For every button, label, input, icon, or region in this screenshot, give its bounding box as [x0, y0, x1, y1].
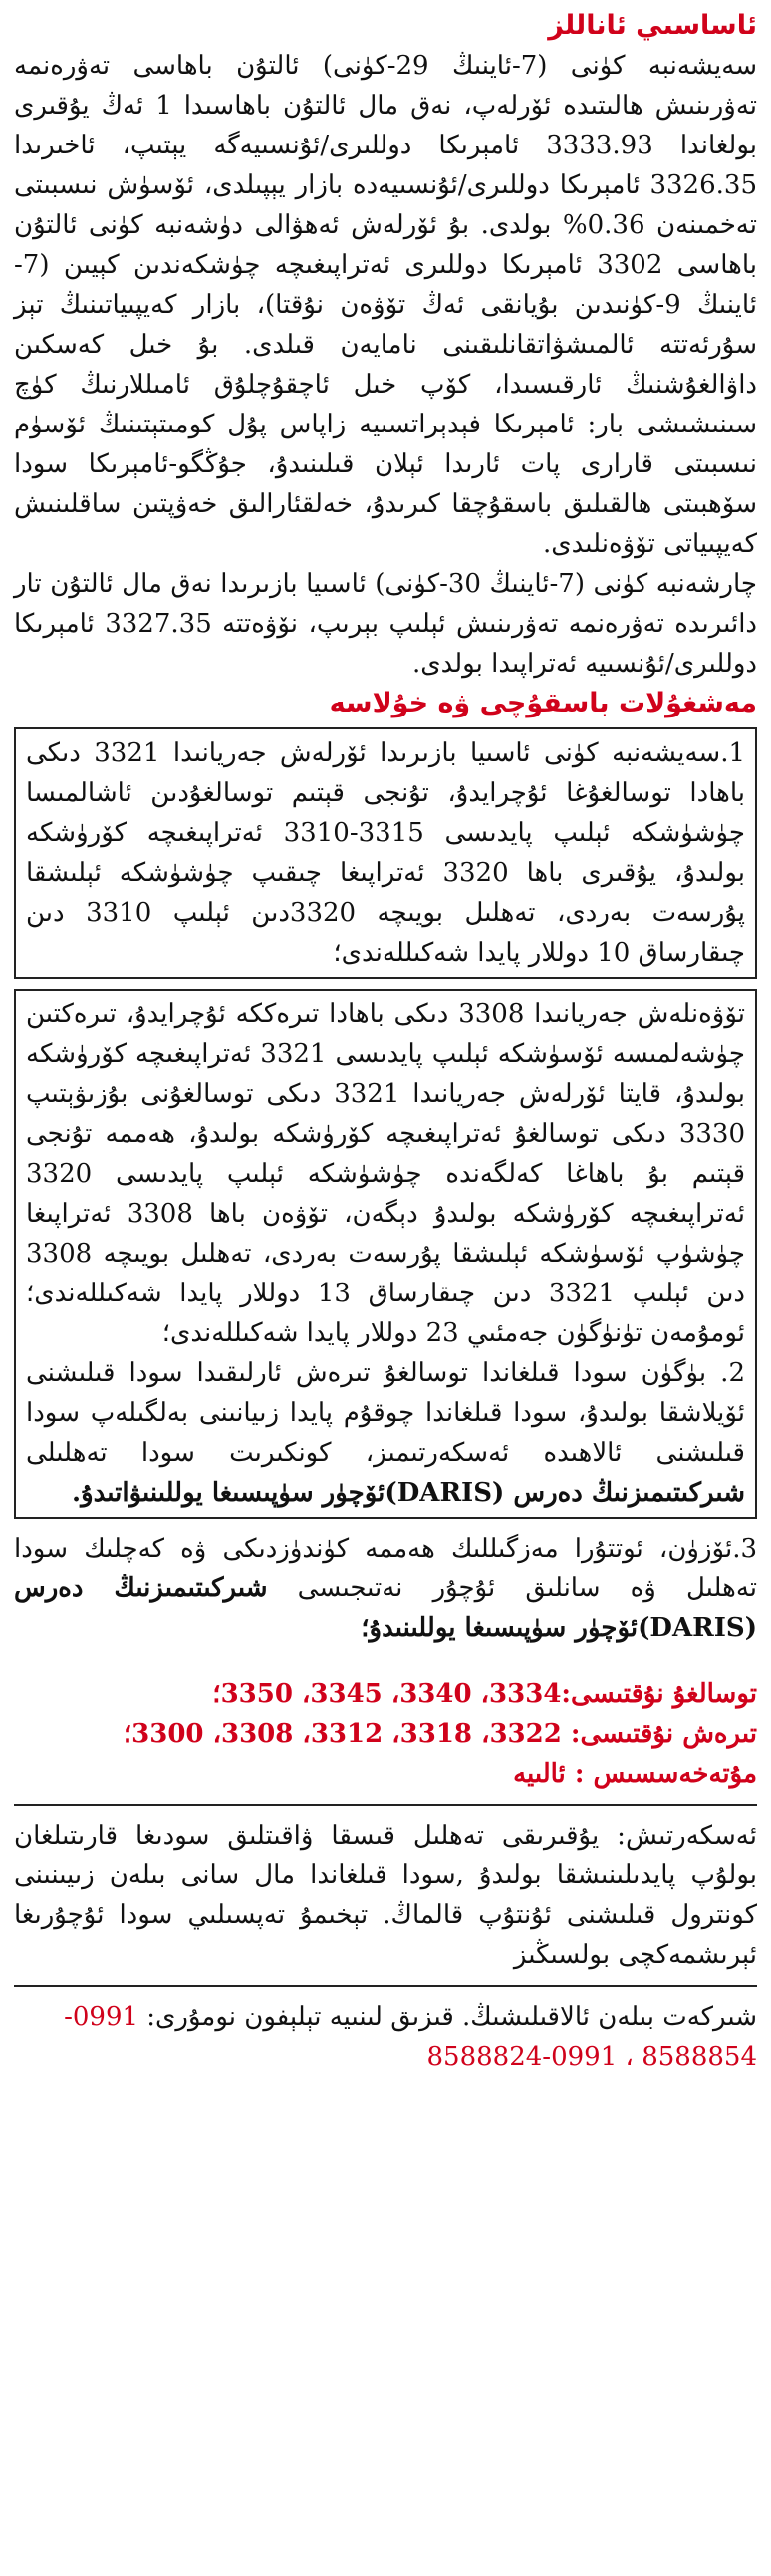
operation-box-1: [14, 727, 757, 979]
phone-number-2[interactable]: 0991-8588824: [426, 2042, 618, 2072]
phone-separator: ،: [625, 2042, 634, 2072]
resistance-levels: توسالغۇ نۇقتىسى:3334، 3340، 3345، 3350؛: [212, 1679, 757, 1709]
point-2-bold: شىركىتىمىزنىڭ دەرس (DARIS)ئۆچۈر سۈپىسىغا يوللىنىۋاتىدۇ.: [72, 1478, 745, 1508]
divider-top: [14, 1804, 757, 1806]
support-levels: تىرەش نۇقتىسى: 3322، 3318، 3312، 3308، 3300؛: [123, 1719, 757, 1749]
warning-text: ئەسكەرتىش: يۇقىرىقى تەھلىل قىسقا ۋاقىتلىق سودىغا قارىتىلغان بولۇپ پايدىلىنىشقا بولىدۇ ,سودا قىلغاندا مال سانى بىلەن زىيىنىنى كونترول قىلىشنى ئۇنتۇپ قالماڭ. تېخىمۇ تەپسىلىي سودا ئۇچۇرىغا ئېرىشمەكچى بولسىڭىز: [14, 1821, 757, 1970]
author-line: مۇتەخەسسىس : ئالىيە: [513, 1759, 757, 1789]
point-3: [14, 1529, 757, 1648]
box1-text: 1.سەيشەنبە كۈنى ئاسىيا بازىرىدا ئۆرلەش جەريانىدا 3321 دىكى باھادا توسالغۇغا ئۇچرايدۇ، تۇنجى قېتىم توسالغۇدىن ئاشالمىسا چۈشۈشكە ئېلىپ پايدىسى 3315-3310 ئەتراپىغىچە كۆرۈشكە بولىدۇ، يۇقىرى باھا 3320 ئەتراپىغا چىقىپ چۈشۈشكە ئېلىشقا پۇرسەت بەردى، تەھلىل بويىچە 3320دىن ئېلىپ 3310 دىن چىقارساق 10 دوللار پايدا شەكىللەندى؛: [26, 738, 746, 968]
phone-number-1[interactable]: 0991-8588854: [64, 2002, 757, 2072]
intro-paragraph: سەيشەنبە كۈنى (7-ئاينىڭ 29-كۈنى) ئالتۇن باھاسى تەۋرەنمە تەۋرىنىش ھالىتىدە ئۆرلەپ، نەق مال ئالتۇن باھاسىدا 1 ئەڭ يۇقىرى بولغاندا 3333.93 ئامېرىكا دوللىرى/ئۇنسىيەگە يېتىپ، ئاخىرىدا 3326.35 ئامېرىكا دوللىرى/ئۇنسىيەدە بازار يېپىلدى، ئۆسۈش نىسبىتى تەخمىنەن 0.36% بولدى. بۇ ئۆرلەش ئەھۋالى دۈشەنبە كۈنى ئالتۇن باھاسى 3302 ئامېرىكا دوللىرى ئەتراپىغىچە چۈشكەندىن كېيىن (7-ئاينىڭ 9-كۈنىدىن بۇيانقى ئەڭ تۆۋەن نۇقتا)، بازار كەيپىياتىنىڭ تېز سۇرئەتتە ئالمىشۋاتقانلىقىنى نامايەن قىلدى. بۇ خىل كەسكىن داۋالغۇشنىڭ ئارقىسىدا، كۆپ خىل ئاچقۇچلۇق ئامىللارنىڭ كۈچ سىنىشىشى بار: ئامېرىكا فېدېراتسىيە زاپاس پۇل كومىتېتىنىڭ ئۆسۈم نىسبىتى قارارى پات ئارىدا ئېلان قىلىنىدۇ، جۇڭگو-ئامېرىكا سودا سۆھبىتى ھالقىلىق باسقۇچقا كىرىدۇ، خەلقئارالىق خەۋپتىن ساقلىنىش كەيپىياتى تۆۋەنلىدى.: [14, 51, 758, 559]
box2-text: تۆۋەنلەش جەريانىدا 3308 دىكى باھادا تىرەككە ئۇچرايدۇ، تىرەكتىن چۈشەلمىسە ئۆسۈشكە ئېلىپ پايدىسى 3321 ئەتراپىغىچە كۆرۈشكە بولىدۇ، قايتا ئۆرلەش جەريانىدا 3321 دىكى توسالغۇنى بۇزىۋېتىپ 3330 دىكى توسالغۇ ئەتراپىغىچە كۆرۈشكە بولىدۇ، ھەممە تۇنجى قېتىم بۇ باھاغا كەلگەندە چۈشۈشكە ئېلىپ پايدىسى 3320 ئەتراپىغىچە كۆرۈشكە بولىدۇ دېگەن، تۆۋەن باھا 3308 ئەتراپىغا چۈشۈپ ئۆسۈشكە ئېلىشقا پۇرسەت بەردى، تەھلىل بويىچە 3308 دىن ئېلىپ 3321 دىن چىقارساق 13 دوللار پايدا شەكىللەندى؛ ئومۇمەن تۈنۈگۈن جەمئىي 23 دوللار پايدا شەكىللەندى؛: [26, 1000, 746, 1348]
point-3-text: 3.ئۆزۈن، ئوتتۇرا مەزگىللىك ھەممە كۈندۈزدىكى ۋە كەچلىك سودا تەھلىل ۋە سانلىق ئۇچۇر نەتىجىسى: [14, 1534, 757, 1603]
contact-text: شىركەت بىلەن ئالاقىلىشىڭ. قىزىق لىنىيە تېلېفون نومۇرى:: [146, 2002, 757, 2032]
main-heading: ئاساسىي ئاناللز: [548, 10, 757, 41]
point-2-text: 2. بۈگۈن سودا قىلغاندا توسالغۇ تىرەش ئارلىقىدا سودا قىلىشنى ئۆيلاشقا بولىدۇ، سودا قىلغاندا چوقۇم پايدا زىيانىنى بەلگىلەپ سودا قىلىشنى ئالاھىدە ئەسكەرتىمىز، كونكىرىت سودا تەھلىلى: [26, 1358, 745, 1468]
wednesday-paragraph: چارشەنبە كۈنى (7-ئاينىڭ 30-كۈنى) ئاسىيا بازىرىدا نەق مال ئالتۇن تار دائىرىدە تەۋرەنمە تەۋرىنىش ئېلىپ بېرىپ، نۆۋەتتە 3327.35 ئامېرىكا دوللىرى/ئۇنسىيە ئەتراپىدا بولدى.: [14, 569, 757, 679]
contact-block: [14, 1997, 757, 2077]
divider-bottom: [14, 1985, 757, 1987]
point-2: [26, 1353, 745, 1513]
operation-box-2: [14, 989, 757, 1519]
point-3-bold: شىركىتىمىزنىڭ دەرس (DARIS)ئۆچۈر سۈپىسىغا يوللىنىدۇ؛: [14, 1574, 757, 1643]
section-title: مەشغۇلات باسقۇچى ۋە خۇلاسە: [329, 688, 757, 718]
spacer: [14, 1648, 757, 1674]
